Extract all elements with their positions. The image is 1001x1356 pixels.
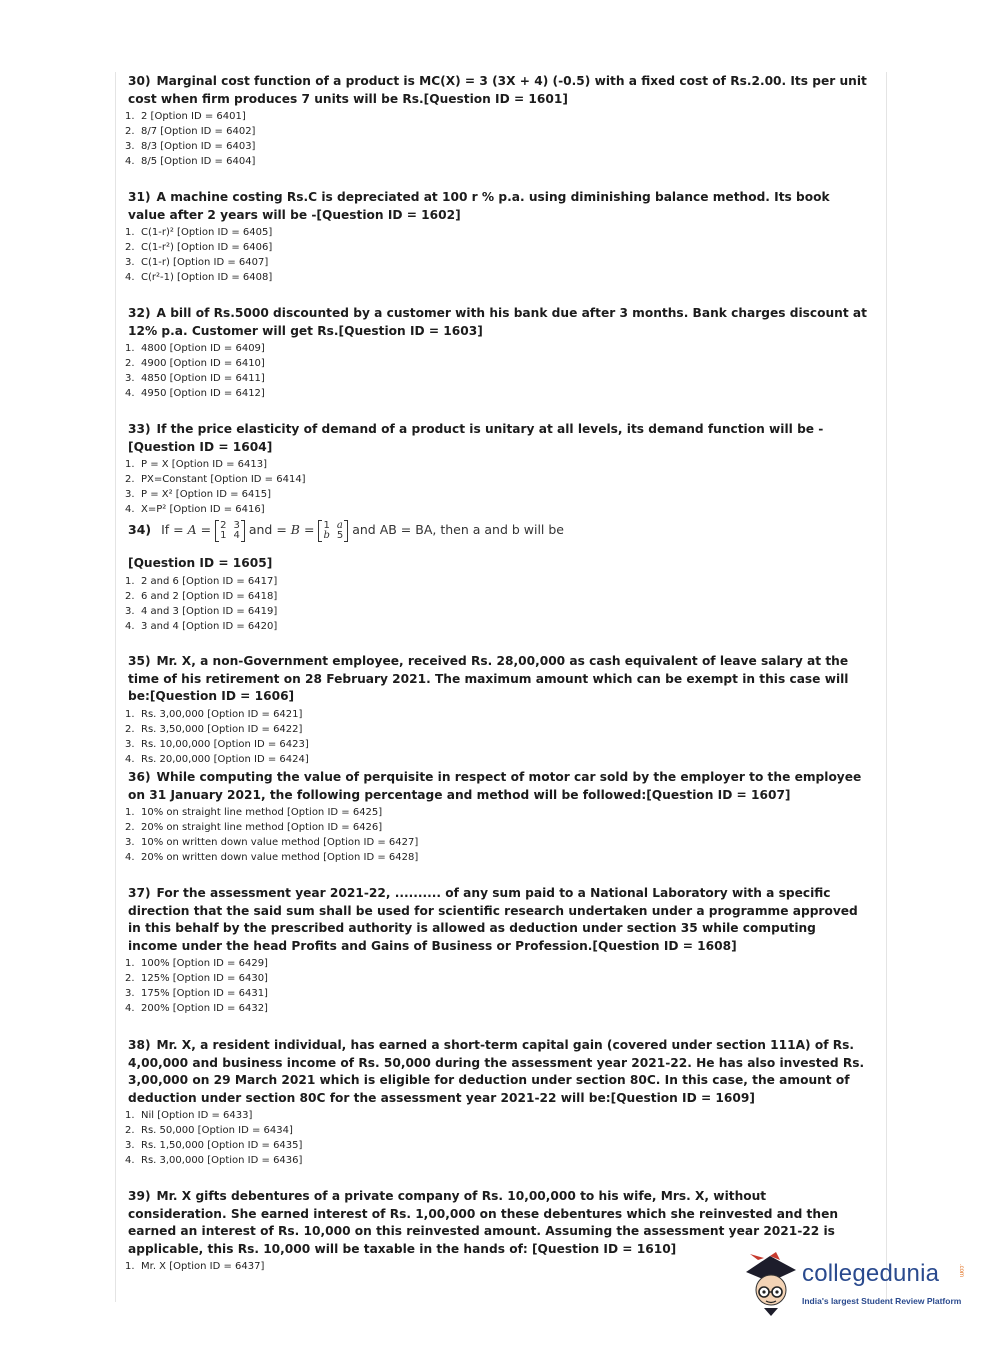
options-list [125,707,865,767]
option-item[interactable]: 2. Rs. 50,000 [Option ID = 6434] [125,1125,293,1137]
question-stem: 33) If the price elasticity of demand of a product is unitary at all levels, its demand function will be -[Question ID = 1604] [128,422,824,454]
question-30 [125,73,868,169]
option-item[interactable]: 2. C(1-r²) [Option ID = 6406] [125,242,273,254]
option-item[interactable]: 3. C(1-r) [Option ID = 6407] [125,257,269,269]
option-item[interactable]: 4. Rs. 20,00,000 [Option ID = 6424] [125,753,309,765]
question-36 [125,769,868,865]
option-item[interactable]: 1. Rs. 3,00,000 [Option ID = 6421] [125,708,303,720]
question-stem: 35) Mr. X, a non-Government employee, received Rs. 28,00,000 as cash equivalent of leave salary at the time of his retirement on 28 February 2021. The maximum amount which can be exempt in this case will be:[Question ID = 1606] [128,654,849,704]
option-item[interactable]: 1. 100% [Option ID = 6429] [125,958,268,970]
matrix-stem: 34) If = A = 2 3 1 4 and = B = 1 a b 5 and AB = BA, then a and b will be [128,519,564,541]
logo-wordmark: collegedunia [802,1260,940,1287]
question-stem: [Question ID = 1605] [128,556,273,570]
option-item[interactable]: 3. 175% [Option ID = 6431] [125,988,268,1000]
option-item[interactable]: 2. 8/7 [Option ID = 6402] [125,126,256,138]
option-item[interactable]: 3. 10% on written down value method [Option ID = 6427] [125,837,419,849]
option-item[interactable]: 4. 8/5 [Option ID = 6404] [125,156,256,168]
option-item[interactable]: 2. PX=Constant [Option ID = 6414] [125,474,306,486]
question-stem: 31) A machine costing Rs.C is depreciated at 100 r % p.a. using diminishing balance method. Its book value after 2 years will be -[Question ID = 1602] [128,190,830,222]
option-item[interactable]: 1. 2 [Option ID = 6401] [125,111,246,123]
option-item[interactable]: 1. 4800 [Option ID = 6409] [125,343,265,355]
option-item[interactable]: 2. 6 and 2 [Option ID = 6418] [125,590,278,602]
question-33 [125,421,868,517]
option-item[interactable]: 2. 20% on straight line method [Option ID = 6426] [125,822,383,834]
options-list [125,805,865,865]
options-list [125,341,865,401]
option-item[interactable]: 2. 125% [Option ID = 6430] [125,973,268,985]
option-item[interactable]: 1. Mr. X [Option ID = 6437] [125,1261,265,1273]
option-item[interactable]: 2. Rs. 3,50,000 [Option ID = 6422] [125,723,303,735]
option-item[interactable]: 4. 20% on written down value method [Option ID = 6428] [125,852,419,864]
matrix-a: 2 3 1 4 [215,520,245,542]
option-item[interactable]: 1. Nil [Option ID = 6433] [125,1110,253,1122]
question-stem: 37) For the assessment year 2021-22, .......... of any sum paid to a National Laboratory with a specific direction that the said sum shall be used for scientific research undertaken under a programme approved in this behalf by the prescribed authority is allowed as deduction under section 35 while computing income under the head Profits and Gains of Business or Profession.[Question ID = 1608] [128,886,858,953]
options-list [125,457,865,517]
options-list [125,225,865,285]
question-32 [125,305,868,401]
question-31 [125,189,868,285]
option-item[interactable]: 3. P = X² [Option ID = 6415] [125,489,271,501]
question-37 [125,885,868,1016]
option-item[interactable]: 3. 4850 [Option ID = 6411] [125,373,265,385]
option-item[interactable]: 1. C(1-r)² [Option ID = 6405] [125,227,273,239]
mascot-icon [740,1252,800,1318]
options-list [125,1108,865,1168]
logo-suffix: .com [958,1264,964,1278]
option-item[interactable]: 3. 4 and 3 [Option ID = 6419] [125,605,278,617]
collegedunia-logo[interactable] [740,1252,975,1320]
matrix-b: 1 a b 5 [318,520,348,542]
option-item[interactable]: 3. 8/3 [Option ID = 6403] [125,141,256,153]
option-item[interactable]: 2. 4900 [Option ID = 6410] [125,358,265,370]
logo-tagline: India's largest Student Review Platform [802,1296,962,1306]
options-list [125,109,865,169]
question-stem: 39) Mr. X gifts debentures of a private company of Rs. 10,00,000 to his wife, Mrs. X, without consideration. She earned interest of Rs. 1,00,000 on these debentures which she reinvested and then earned an interest of Rs. 10,000 on this reinvested amount. Assuming the assessment year 2021-22 is applicable, this Rs. 10,000 will be taxable in the hands of: [Question ID = 1610] [128,1189,839,1256]
options-list [125,956,865,1016]
option-item[interactable]: 4. 200% [Option ID = 6432] [125,1003,268,1015]
option-item[interactable]: 4. Rs. 3,00,000 [Option ID = 6436] [125,1155,303,1167]
question-stem: 38) Mr. X, a resident individual, has earned a short-term capital gain (covered under section 111A) of Rs. 4,00,000 and business income of Rs. 50,000 during the assessment year 2021-22. He has also invested Rs. 3,00,000 on 29 March 2021 which is eligible for deduction under section 80C. In this case, the amount of deduction under section 80C for the assessment year 2021-22 will be:[Question ID = 1609] [128,1038,865,1105]
question-stem: 32) A bill of Rs.5000 discounted by a customer with his bank due after 3 months. Bank charges discount at 12% p.a. Customer will get Rs.[Question ID = 1603] [128,306,867,338]
option-item[interactable]: 4. 3 and 4 [Option ID = 6420] [125,620,278,632]
option-item[interactable]: 1. 2 and 6 [Option ID = 6417] [125,575,278,587]
option-item[interactable]: 4. 4950 [Option ID = 6412] [125,388,265,400]
question-stem: 30) Marginal cost function of a product is MC(X) = 3 (3X + 4) (-0.5) with a fixed cost of Rs.2.00. Its per unit cost when firm produces 7 units will be Rs.[Question ID = 1601] [128,74,867,106]
option-item[interactable]: 3. Rs. 10,00,000 [Option ID = 6423] [125,738,309,750]
option-item[interactable]: 4. X=P² [Option ID = 6416] [125,504,265,516]
option-item[interactable]: 1. P = X [Option ID = 6413] [125,459,267,471]
question-35 [125,653,868,767]
option-item[interactable]: 4. C(r²-1) [Option ID = 6408] [125,272,273,284]
question-stem: 36) While computing the value of perquisite in respect of motor car sold by the employer to the employee on 31 January 2021, the following percentage and method will be followed:[Question ID = 1607] [128,770,862,802]
options-list [125,574,865,634]
question-34 [125,515,868,634]
question-38 [125,1037,868,1168]
option-item[interactable]: 3. Rs. 1,50,000 [Option ID = 6435] [125,1140,303,1152]
option-item[interactable]: 1. 10% on straight line method [Option ID = 6425] [125,807,383,819]
